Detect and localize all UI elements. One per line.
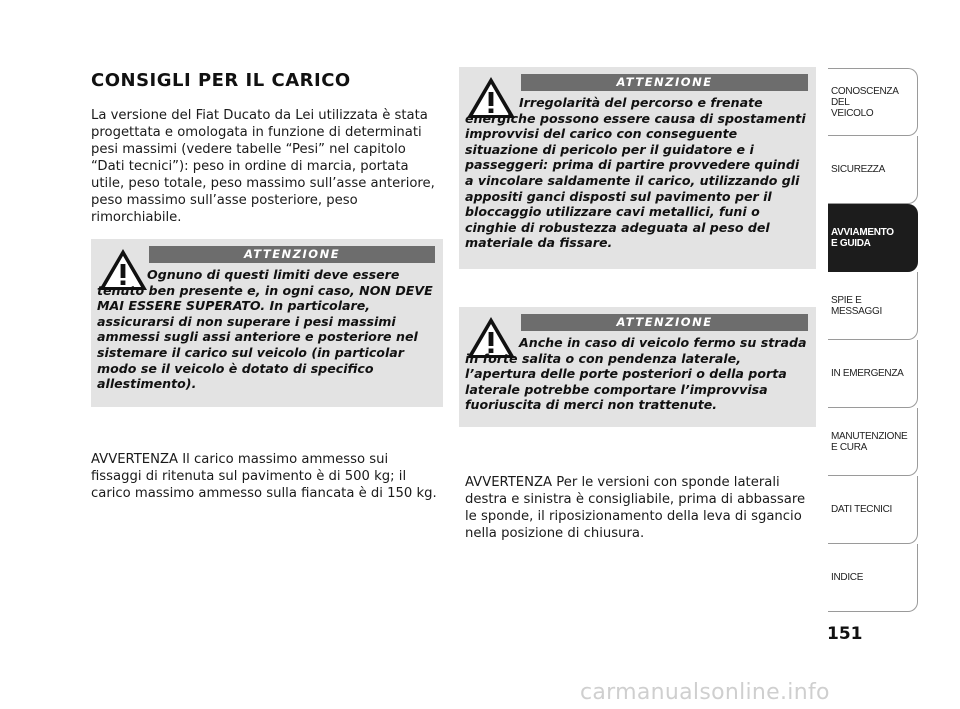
warning-label: ATTENZIONE — [521, 314, 808, 331]
tab-in-emergenza[interactable]: IN EMERGENZA — [828, 340, 918, 408]
warning-box-doors-on-slope — [459, 307, 816, 427]
warning-text: Ognuno di questi limiti deve essere tenuto ben presente e, in ogni caso, NON DEVE MAI ESSERE SUPERATO. In particolare, assicurarsi di non superare i pesi massimi ammessi sugli assi anteriore e posteriore nel sistemare il carico sul veicolo (in particolar modo se il veicolo è dotato di specifico allestimento). — [97, 267, 433, 392]
warning-label: ATTENZIONE — [149, 246, 435, 263]
note-side-boards: AVVERTENZA Per le versioni con sponde laterali destra e sinistra è consigliabile, prima di abbassare le sponde, il riposizionamento della leva di sgancio nella posizione di chiusura. — [465, 475, 806, 541]
tab-conoscenza-del-veicolo[interactable]: CONOSCENZA DEL VEICOLO — [828, 68, 918, 136]
intro-paragraph: La versione del Fiat Ducato da Lei utilizzata è stata progettata e omologata in funzione di determinati pesi massimi (vedere tabelle “Pesi” nel capitolo “Dati tecnici”): peso in ordine di marcia, portata utile, peso totale, peso massimo sull’asse anteriore, peso massimo sull’asse posteriore, peso rimorchiabile. — [91, 108, 435, 225]
tab-dati-tecnici[interactable]: DATI TECNICI — [828, 476, 918, 544]
chapter-tabs — [828, 68, 918, 612]
warning-box-secure-load — [459, 67, 816, 269]
tab-sicurezza[interactable]: SICUREZZA — [828, 136, 918, 204]
warning-text: Anche in caso di veicolo fermo su strada in forte salita o con pendenza laterale, l’apertura delle porte posteriori o della porta laterale potrebbe comportare l’improvvisa fuoriuscita di merci non trattenute. — [465, 335, 807, 413]
note-floor-load: AVVERTENZA Il carico massimo ammesso sui fissaggi di ritenuta sul pavimento è di 500 kg; il carico massimo ammesso sulla fiancata è di 150 kg. — [91, 452, 437, 501]
warning-box-load-limits — [91, 239, 443, 407]
warning-label: ATTENZIONE — [521, 74, 808, 91]
tab-indice[interactable]: INDICE — [828, 544, 918, 612]
watermark: carmanualsonline.info — [580, 680, 830, 705]
section-title: CONSIGLI PER IL CARICO — [91, 70, 351, 91]
tab-spie-e-messaggi[interactable]: SPIE E MESSAGGI — [828, 272, 918, 340]
tab-avviamento-e-guida[interactable]: AVVIAMENTO E GUIDA — [828, 204, 918, 272]
tab-manutenzione-e-cura[interactable]: MANUTENZIONE E CURA — [828, 408, 918, 476]
page-number: 151 — [827, 624, 863, 644]
warning-text: Irregolarità del percorso e frenate energiche possono essere causa di spostamenti improvvisi del carico con conseguente situazione di pericolo per il guidatore e i passeggeri: prima di partire provvedere quindi a vincolare saldamente il carico, utilizzando gli appositi ganci disposti sul pavimento per il bloccaggio utilizzare cavi metallici, funi o cinghie di robustezza adeguata al peso del materiale da fissare. — [465, 95, 806, 251]
